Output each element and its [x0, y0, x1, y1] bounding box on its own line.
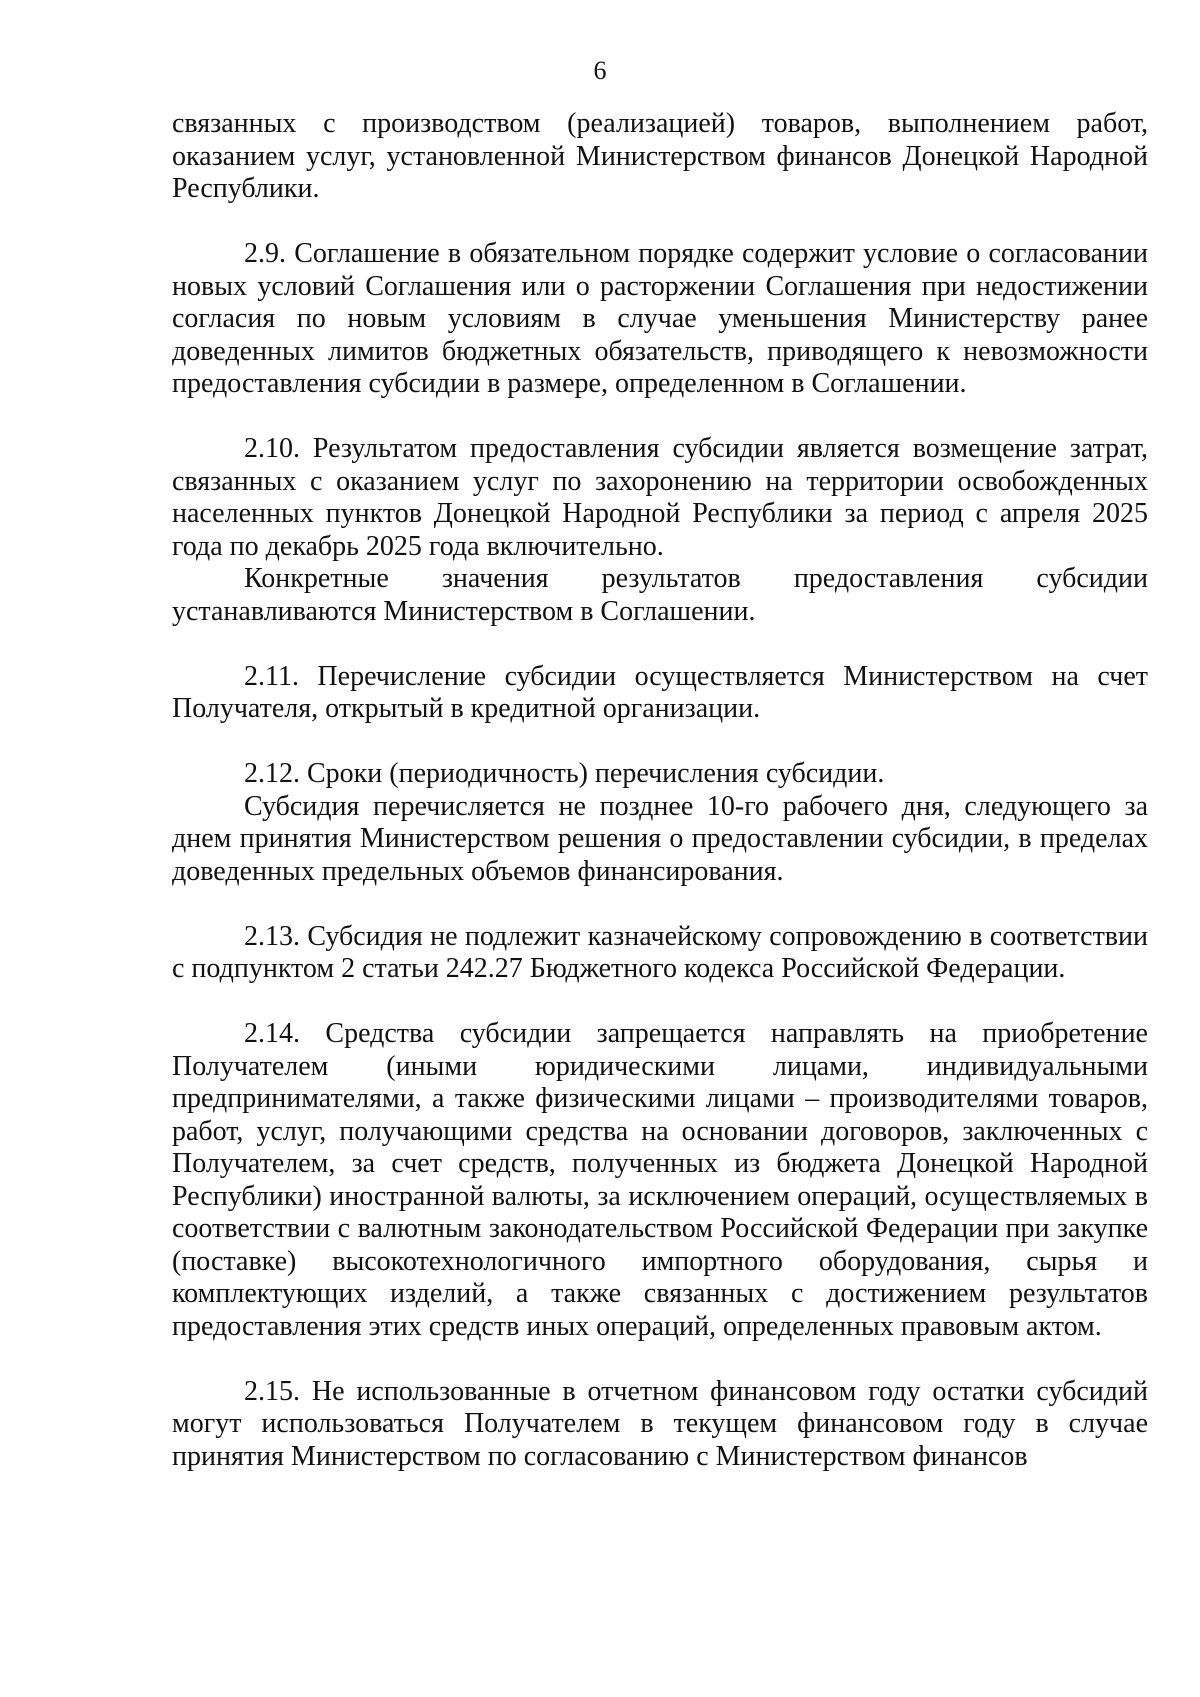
paragraph-2-12: 2.12. Сроки (периодичность) перечисления субсидии.	[244, 758, 885, 789]
page-number: 6	[593, 56, 607, 85]
paragraph-2-13: 2.13. Субсидия не подлежит казначейскому сопровождению в соответствии с подпунктом 2 статьи 242.27 Бюджетного кодекса Российской Федерации.	[172, 920, 1148, 984]
paragraph-2-12-terms: Субсидия перечисляется не позднее 10-го рабочего дня, следующего за днем принятия Министерством решения о предоставлении субсидии, в пределах доведенных предельных объемов финансирования.	[172, 790, 1148, 887]
paragraph-2-14: 2.14. Средства субсидии запрещается направлять на приобретение Получателем (иными юридическими лицами, индивидуальными предпринимателями, а также физическими лицами – производителями товаров, работ, услуг, получающими средства на основании договоров, заключенных с Получателем, за счет средств, полученных из бюджета Донецкой Народной Республики) иностранной валюты, за исключением операций, осуществляемых в соответствии с валютным законодательством Российской Федерации при закупке (поставке) высокотехнологичного импортного оборудования, сырья и комплектующих изделий, а также связанных с достижением результатов предоставления этих средств иных операций, определенных правовым актом.	[172, 1018, 1148, 1342]
paragraph-2-11: 2.11. Перечисление субсидии осуществляется Министерством на счет Получателя, открытый в кредитной организации.	[172, 660, 1148, 724]
paragraph-2-10-values: Конкретные значения результатов предоставления субсидии устанавливаются Министерством в Соглашении.	[172, 563, 1148, 627]
paragraph-2-10: 2.10. Результатом предоставления субсидии является возмещение затрат, связанных с оказанием услуг по захоронению на территории освобожденных населенных пунктов Донецкой Народной Республики за период с апреля 2025 года по декабрь 2025 года включительно.	[172, 433, 1148, 562]
paragraph-2-15: 2.15. Не использованные в отчетном финансовом году остатки субсидий могут использоваться Получателем в текущем финансовом году в случае принятия Министерством по согласованию с Министерством финансов	[172, 1375, 1148, 1472]
paragraph-2-9: 2.9. Соглашение в обязательном порядке содержит условие о согласовании новых условий Соглашения или о расторжении Соглашения при недостижении согласия по новым условиям в случае уменьшения Министерству ранее доведенных лимитов бюджетных обязательств, приводящего к невозможности предоставления субсидии в размере, определенном в Соглашении.	[172, 238, 1148, 399]
paragraph-continuation: связанных с производством (реализацией) товаров, выполнением работ, оказанием услуг, установленной Министерством финансов Донецкой Народной Республики.	[172, 108, 1148, 204]
document-body	[172, 108, 1148, 1473]
